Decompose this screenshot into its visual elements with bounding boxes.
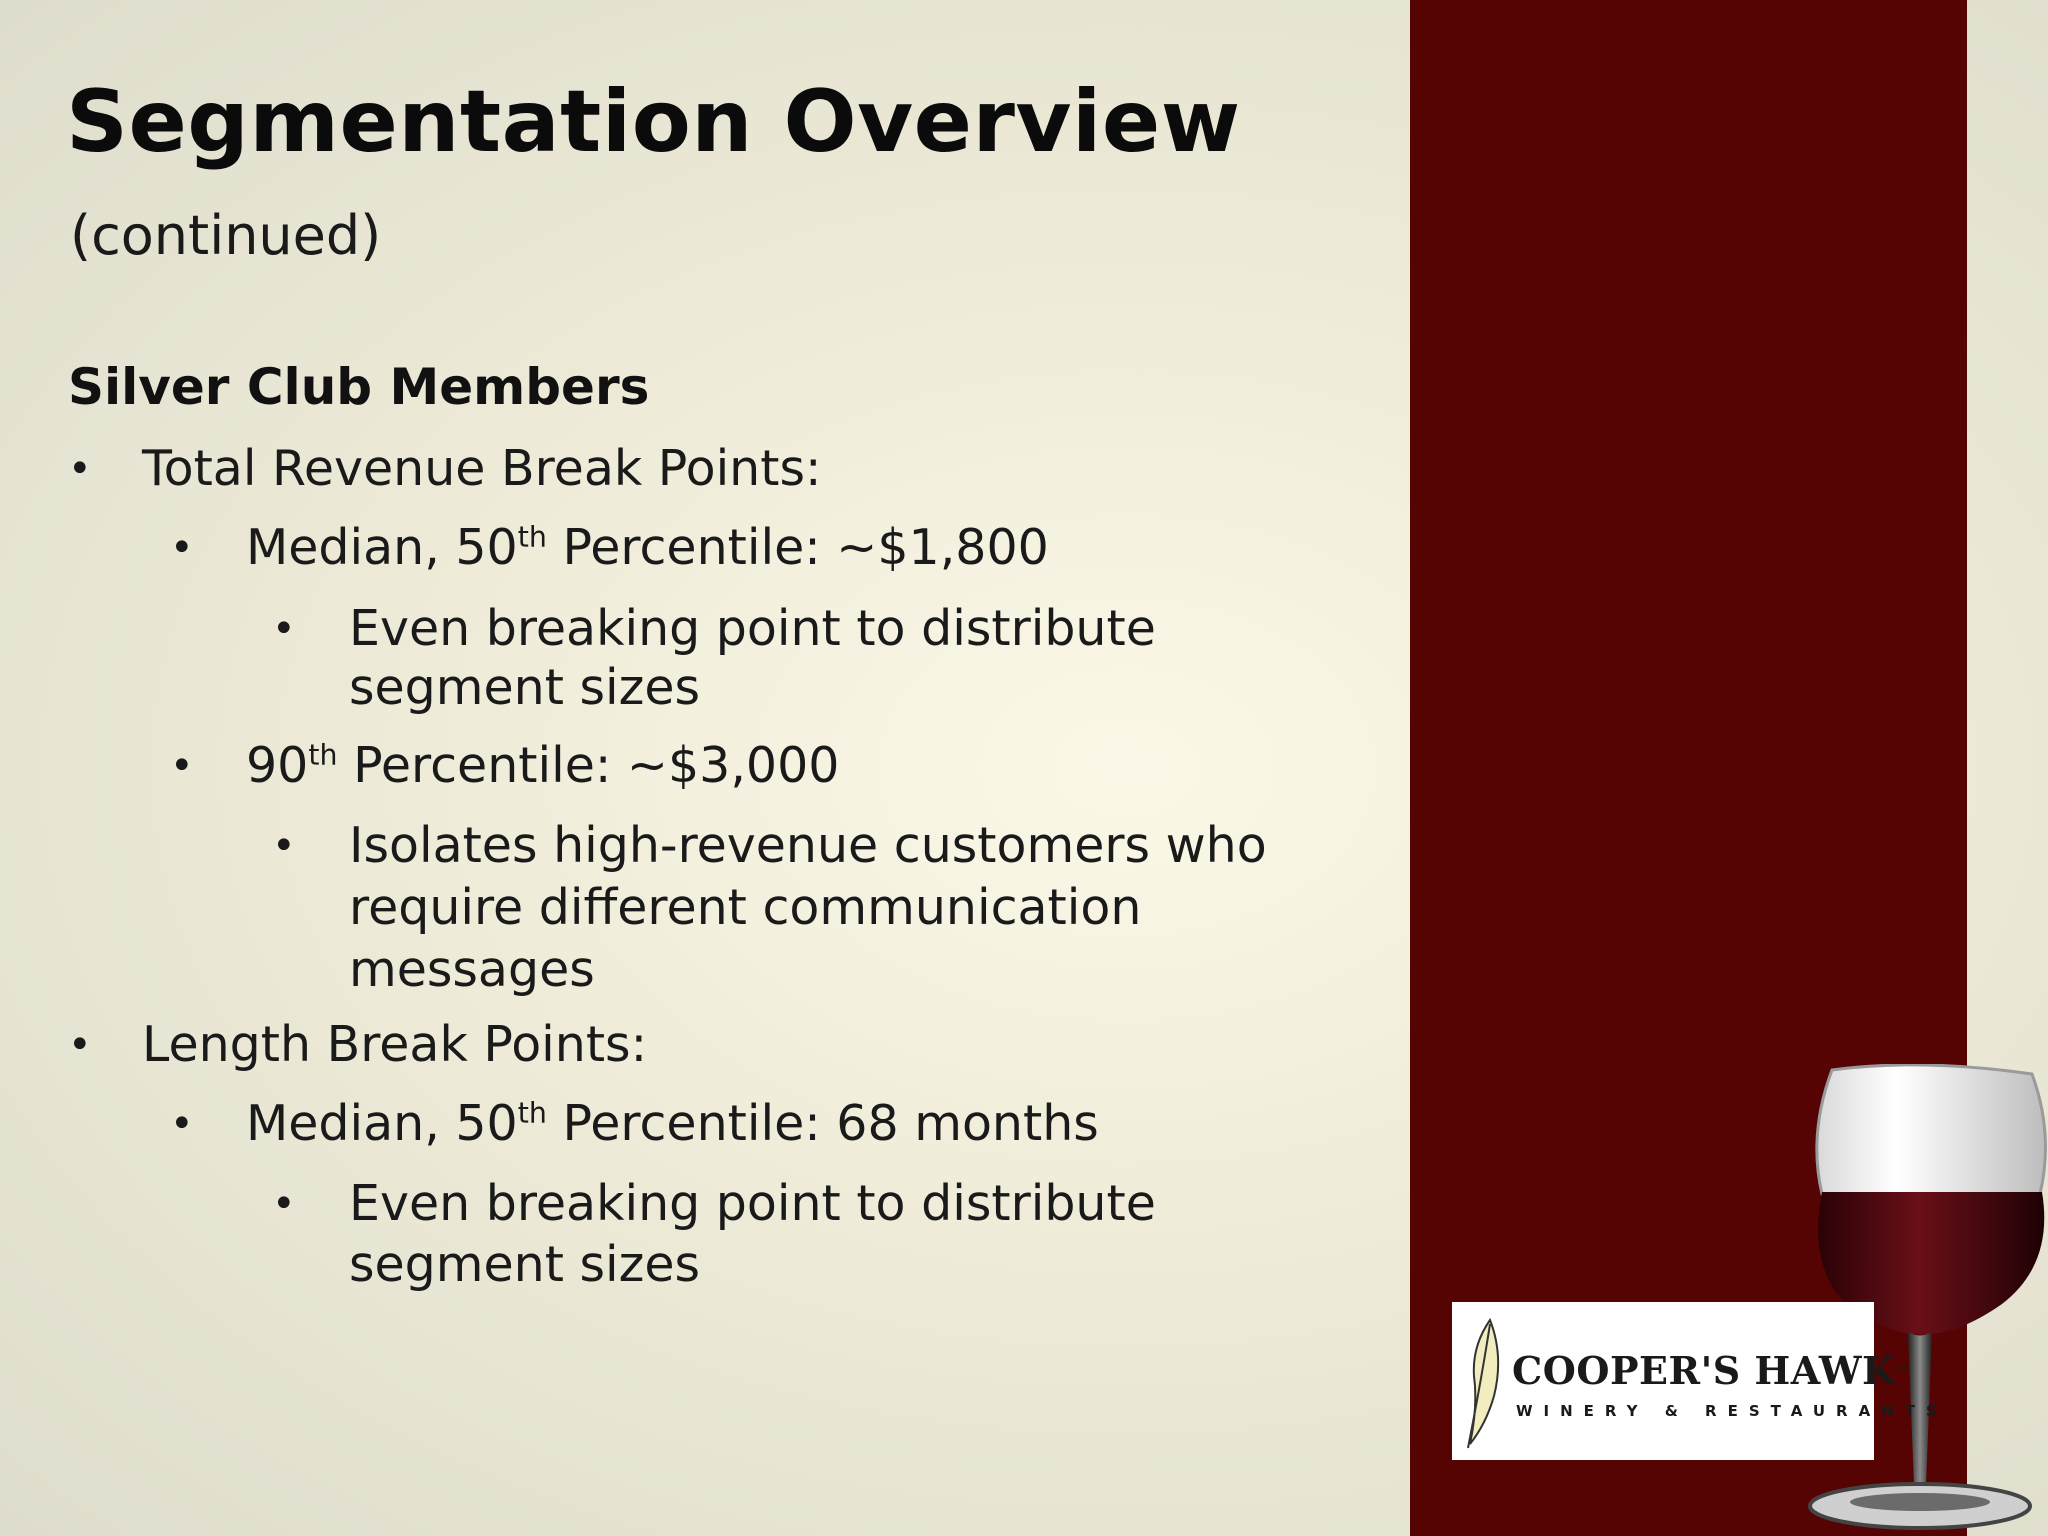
bullet-text-line: require different communication — [349, 879, 1142, 936]
bullet-text — [246, 1093, 1099, 1155]
bullet-dot: • — [170, 525, 194, 571]
bullet-dot: • — [68, 446, 92, 492]
superscript: th — [308, 738, 338, 772]
bullet-text-line: segment sizes — [349, 659, 701, 716]
logo-tagline: WINERY & RESTAURANTS — [1516, 1402, 1948, 1420]
bullet-dot: • — [170, 743, 194, 789]
bullet-text — [142, 1014, 647, 1076]
superscript: th — [517, 1096, 547, 1130]
bullet-text-main: Median, 50 — [246, 519, 518, 576]
bullet-text-line: Isolates high-revenue customers who — [349, 817, 1267, 874]
bullet-text-rest: Percentile: ~$1,800 — [546, 519, 1049, 576]
bullet-dot: • — [272, 1181, 296, 1227]
superscript: th — [517, 520, 547, 554]
bullet-text-rest: Percentile: ~$3,000 — [337, 737, 840, 794]
section-heading: Silver Club Members — [68, 358, 650, 416]
logo-name: COOPER'S HAWK™ — [1512, 1348, 1909, 1393]
slide-title: Segmentation Overview — [66, 72, 1241, 172]
bullet-text-main: Length Break Points: — [142, 1016, 648, 1073]
bullet-dot: • — [272, 606, 296, 652]
bullet-text — [142, 438, 822, 500]
coopers-hawk-logo — [1452, 1302, 1948, 1460]
bullet-text-main: Total Revenue Break Points: — [142, 440, 822, 497]
bullet-text — [246, 517, 1049, 579]
bullet-text-line: Even breaking point to distribute — [349, 600, 1156, 657]
slide-subtitle: (continued) — [70, 204, 382, 267]
bullet-dot: • — [272, 823, 296, 869]
wine-glass-icon — [1792, 1064, 2048, 1536]
bullet-text-main: 90 — [246, 737, 309, 794]
bullet-text-line: segment sizes — [349, 1236, 701, 1293]
bullet-dot: • — [170, 1101, 194, 1147]
bullet-text-main: Median, 50 — [246, 1095, 518, 1152]
feather-icon — [1460, 1316, 1506, 1451]
bullet-text — [246, 735, 839, 797]
bullet-dot: • — [68, 1022, 92, 1068]
bullet-text-line: Even breaking point to distribute — [349, 1175, 1156, 1232]
bullet-text-rest: Percentile: 68 months — [546, 1095, 1099, 1152]
bullet-text-line: messages — [349, 941, 595, 998]
